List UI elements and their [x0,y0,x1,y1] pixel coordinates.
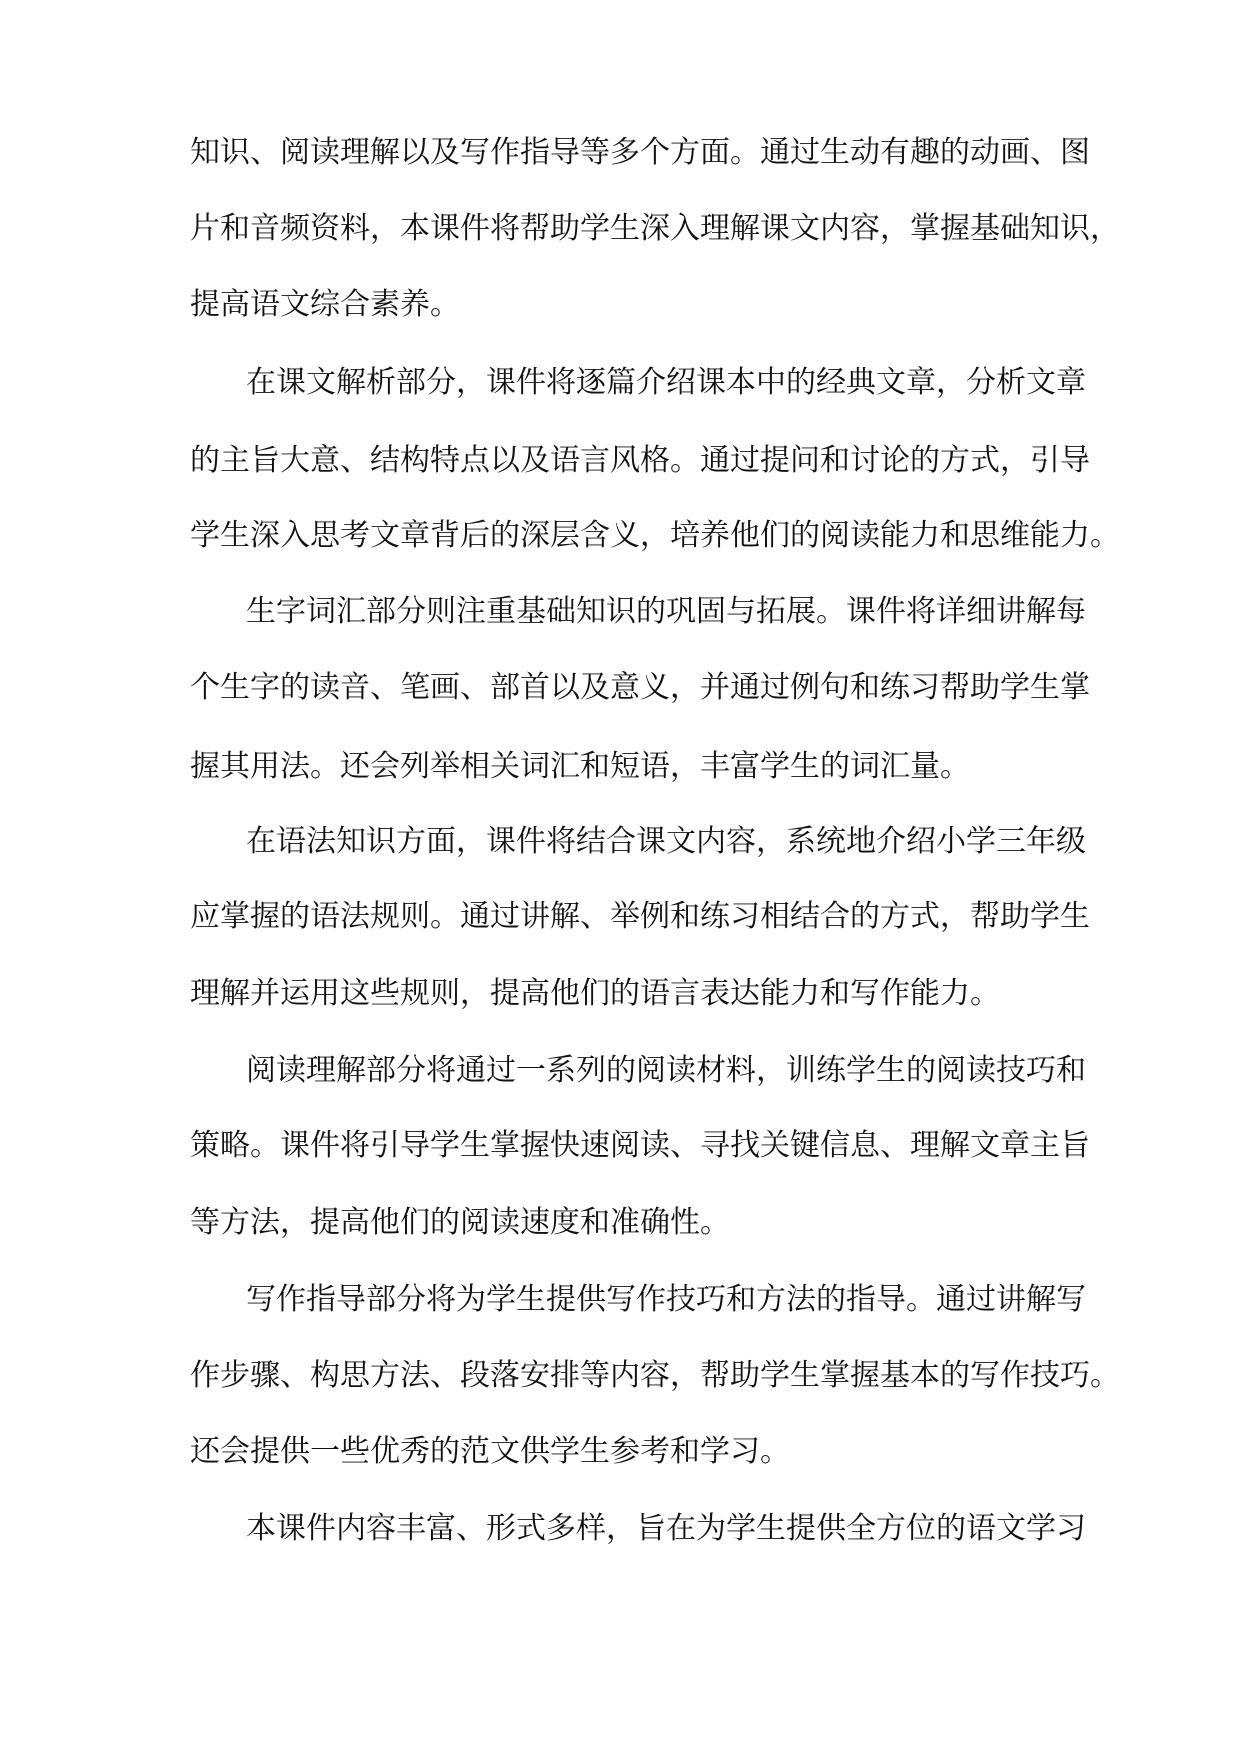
line-text: 理解并运用这些规则，提高他们的语言表达能力和写作能力。 [190,976,1000,1011]
line-text: 提高语文综合素养。 [190,287,460,322]
text-line [0,1432,1241,1472]
text-line [0,897,1241,937]
line-text: 在语法知识方面，课件将结合课文内容，系统地介绍小学三年级 [246,824,1086,859]
line-text: 本课件内容丰富、形式多样，旨在为学生提供全方位的语文学习 [246,1511,1086,1546]
line-text: 个生字的读音、笔画、部首以及意义，并通过例句和练习帮助学生掌 [190,670,1090,705]
text-line [0,1051,1241,1091]
text-line [0,974,1241,1014]
line-text: 片和音频资料，本课件将帮助学生深入理解课文内容，掌握基础知识， [190,211,1120,246]
line-text: 阅读理解部分将通过一系列的阅读材料，训练学生的阅读技巧和 [246,1053,1086,1088]
line-text: 策略。课件将引导学生掌握快速阅读、寻找关键信息、理解文章主旨 [190,1128,1090,1163]
text-line [0,209,1241,249]
line-text: 还会提供一些优秀的范文供学生参考和学习。 [190,1434,790,1469]
text-line [0,441,1241,481]
text-line [0,1203,1241,1243]
text-line [0,285,1241,325]
line-text: 在课文解析部分，课件将逐篇介绍课本中的经典文章，分析文章 [246,365,1086,400]
text-line [0,516,1241,556]
text-line [0,363,1241,403]
text-line [0,747,1241,787]
line-text: 知识、阅读理解以及写作指导等多个方面。通过生动有趣的动画、图 [190,135,1090,170]
line-text: 作步骤、构思方法、段落安排等内容，帮助学生掌握基本的写作技巧。 [190,1358,1120,1393]
text-line [0,668,1241,708]
text-line [0,1356,1241,1396]
line-text: 的主旨大意、结构特点以及语言风格。通过提问和讨论的方式，引导 [190,443,1090,478]
text-line [0,1280,1241,1320]
text-line [0,822,1241,862]
line-text: 等方法，提高他们的阅读速度和准确性。 [190,1205,730,1240]
text-line [0,1126,1241,1166]
line-text: 应掌握的语法规则。通过讲解、举例和练习相结合的方式，帮助学生 [190,899,1090,934]
line-text: 写作指导部分将为学生提供写作技巧和方法的指导。通过讲解写 [246,1282,1086,1317]
text-line [0,592,1241,632]
line-text: 生字词汇部分则注重基础知识的巩固与拓展。课件将详细讲解每 [246,594,1086,629]
text-line [0,133,1241,173]
line-text: 握其用法。还会列举相关词汇和短语，丰富学生的词汇量。 [190,749,970,784]
text-line [0,1509,1241,1549]
line-text: 学生深入思考文章背后的深层含义，培养他们的阅读能力和思维能力。 [190,518,1120,553]
